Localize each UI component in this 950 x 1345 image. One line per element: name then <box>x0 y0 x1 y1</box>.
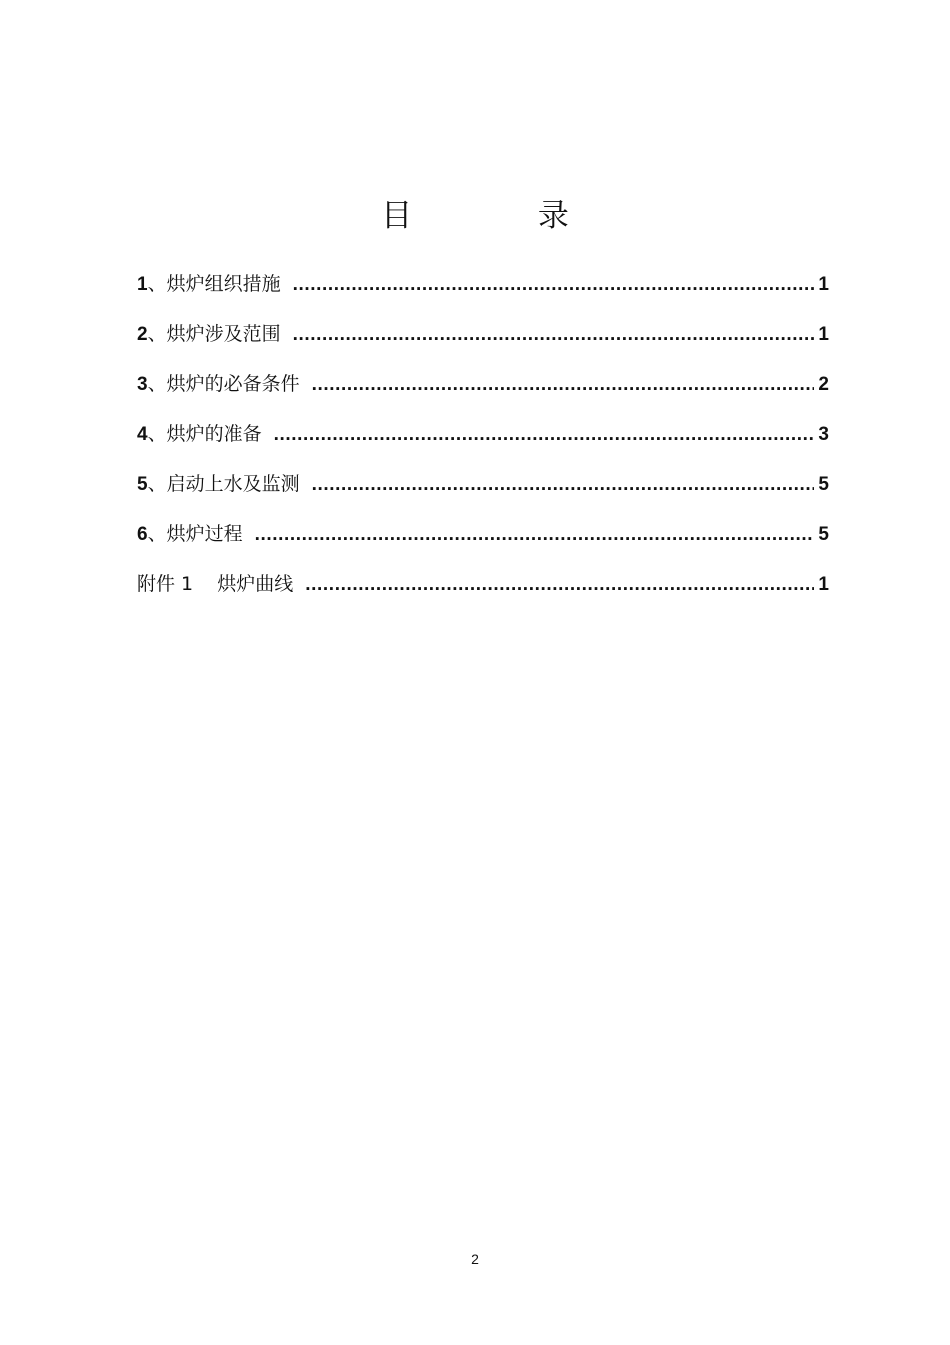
toc-title: 目 录 <box>381 198 627 234</box>
toc-entry-number: 4 <box>137 424 148 445</box>
dot-leader <box>293 274 815 296</box>
toc-entry-label: 、烘炉涉及范围 <box>147 323 281 345</box>
table-of-contents <box>137 246 829 596</box>
toc-entry-number: 3 <box>137 374 148 395</box>
toc-entry-4[interactable] <box>137 396 829 446</box>
toc-entry-label: 、烘炉组织措施 <box>147 273 281 295</box>
toc-entry-label: 、烘炉的准备 <box>147 423 262 445</box>
toc-entry-page: 1 <box>818 574 829 595</box>
dot-leader <box>312 474 815 496</box>
toc-entry-number: 2 <box>137 324 148 345</box>
toc-entry-1[interactable] <box>137 246 829 296</box>
dot-leader <box>274 424 815 446</box>
dot-leader <box>312 374 815 396</box>
toc-entry-page: 5 <box>818 524 829 545</box>
toc-entry-label: 、烘炉的必备条件 <box>147 373 300 395</box>
toc-entry-label: 、启动上水及监测 <box>147 473 300 495</box>
toc-entry-number: 6 <box>137 524 148 545</box>
dot-leader <box>305 574 814 596</box>
toc-entry-number: 5 <box>137 474 148 495</box>
toc-entry-page: 5 <box>818 474 829 495</box>
dot-leader <box>293 324 815 346</box>
toc-entry-page: 1 <box>818 274 829 295</box>
toc-entry-3[interactable] <box>137 346 829 396</box>
page-number: 2 <box>471 1251 479 1267</box>
toc-entry-appendix[interactable] <box>137 546 829 596</box>
toc-entry-2[interactable] <box>137 296 829 346</box>
toc-entry-number: 1 <box>137 274 148 295</box>
toc-entry-label: 、烘炉过程 <box>147 523 243 545</box>
dot-leader <box>255 524 815 546</box>
toc-entry-page: 3 <box>818 424 829 445</box>
toc-entry-page: 1 <box>818 324 829 345</box>
toc-entry-page: 2 <box>818 374 829 395</box>
toc-entry-5[interactable] <box>137 446 829 496</box>
toc-entry-label: 附件 1 烘炉曲线 <box>137 573 294 595</box>
toc-entry-6[interactable] <box>137 496 829 546</box>
